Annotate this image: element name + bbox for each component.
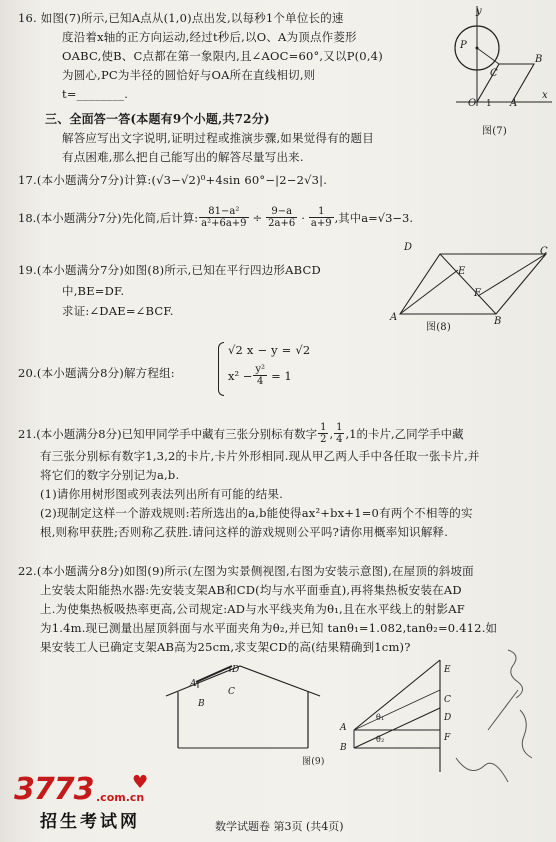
q22-line5: 果安装工人已确定支架AB高为25cm,求支架CD的高(结果精确到1cm)? xyxy=(40,640,411,654)
fig7-label-one: 1 xyxy=(486,99,492,109)
q20-eq1: √2 x − y = √2 xyxy=(228,343,311,357)
fig9-theta1: θ₁ xyxy=(376,713,385,722)
fig9-house-b: B xyxy=(198,699,205,709)
fig8-label-d: D xyxy=(404,242,413,253)
fig9-house-d: D xyxy=(232,665,240,675)
page-footer: 数学试题卷 第3页 (共4页) xyxy=(215,820,344,833)
fig9-schema-a: A xyxy=(340,723,347,733)
fig9-house-a: A xyxy=(190,679,197,689)
fig7-label-x: x xyxy=(542,90,548,101)
q22-line1: 22.(本小题满分8分)如图(9)所示(左图为实景侧视图,右图为安装示意图),在屋顶的斜坡面 xyxy=(18,564,474,578)
fig7-label-a: A xyxy=(510,98,518,109)
q18-suffix: ,其中a=√3−3. xyxy=(334,210,414,225)
q18-fraction-3: $\frac{1}{a+9}$ xyxy=(310,206,332,229)
q21-part2: (2)现制定这样一个游戏规则:若所选出的a,b能使得ax²+bx+1=0有两个不相等的实 xyxy=(40,506,473,520)
fig8-label-c: C xyxy=(540,246,548,257)
q21-line3: 将它们的数字分别记为a,b. xyxy=(40,468,180,482)
fig8-label-e: E xyxy=(458,266,466,277)
heart-icon: ♥ xyxy=(132,772,149,793)
q19-line2: 中,BE=DF. xyxy=(62,284,125,298)
fig9-schema-f: F xyxy=(444,733,451,743)
fig9-schema-e: E xyxy=(444,665,451,675)
q21-fraction-quarter: $\frac{1}{4}$ xyxy=(336,422,343,445)
watermark-brand: 3773 xyxy=(14,772,94,807)
q22-line3: 上.为使集热板吸热率更高,公司规定:AD与水平线夹角为θ₁,且在水平线上的射影AF xyxy=(40,602,465,616)
q22-line4: 为1.4m.现已测量出屋顶斜面与水平面夹角为θ₂,并已知 tanθ₁=1.082,tanθ₂=0.412.如 xyxy=(40,621,498,635)
q19-line1: 19.(本小题满分7分)如图(8)所示,已知在平行四边形ABCD xyxy=(18,263,321,277)
figure-9-house xyxy=(160,660,330,750)
q20-prefix: 20.(本小题满分8分)解方程组: xyxy=(18,366,175,380)
fig8-label-a: A xyxy=(390,312,398,323)
q19-line3: 求证:∠DAE=∠BCF. xyxy=(62,304,174,318)
q18-fraction-2: $\frac{9-a}{2a+6}$ xyxy=(268,206,296,229)
fig9-schema-d: D xyxy=(444,713,452,723)
fig7-label-y: y xyxy=(476,6,482,17)
fig9-house-c: C xyxy=(228,687,236,697)
fig7-label-c: C xyxy=(490,68,498,79)
fig9-schema-c: C xyxy=(444,695,452,705)
q20-brace xyxy=(218,342,224,396)
handwritten-scribble xyxy=(448,640,548,800)
fig7-label-b: B xyxy=(535,54,543,65)
section3-title: 三、全面答一答(本题有9个小题,共72分) xyxy=(45,112,270,126)
q21-part1: (1)请你用树形图或列表法列出所有可能的结果. xyxy=(40,487,284,501)
q21-line1: 21.(本小题满分8分)已知甲同学手中藏有三张分别标有数字 $\frac{1}{2}$ , $\frac{1}{4}$ ,1的卡片,乙同学手中藏 xyxy=(18,422,464,445)
q17-text: 17.(本小题满分7分)计算:(√3−√2)⁰+4sin 60°−|2−2√3|. xyxy=(18,173,328,187)
section3-instr1: 解答应写出文字说明,证明过程或推演步骤,如果觉得有的题目 xyxy=(62,131,374,145)
fig9-schema-b: B xyxy=(340,743,347,753)
fig8-caption: 图(8) xyxy=(426,322,451,333)
q21-part2-cont: 根,则称甲获胜;否则称乙获胜.请问这样的游戏规则公平吗?请你用概率知识解释. xyxy=(40,525,449,539)
q20-eq2: x² − $\frac{\text{y²}}{4}$ = 1 xyxy=(228,364,292,387)
q18-times: · xyxy=(301,210,305,225)
q16-line3: OABC,使B、C点都在第一象限内,且∠AOC=60°,又以P(0,4) xyxy=(62,49,383,63)
q21-fraction-half: $\frac{1}{2}$ xyxy=(320,422,327,445)
q16-line5: t=________. xyxy=(62,87,129,101)
q18-divide: ÷ xyxy=(252,210,263,225)
q16-line2: 度沿着x轴的正方向运动,经过t秒后,以O、A为顶点作菱形 xyxy=(62,30,357,44)
q16-line1: 16. 如图(7)所示,已知A点从(1,0)点出发,以每秒1个单位长的速 xyxy=(18,11,344,25)
watermark-domain: .com.cn xyxy=(96,791,145,804)
q18-line xyxy=(18,206,413,229)
q16-line4: 为圆心,PC为半径的圆恰好与OA所在直线相切,则 xyxy=(62,68,316,82)
fig8-label-b: B xyxy=(494,316,502,327)
q21-line2: 有三张分别标有数字1,3,2的卡片,卡片外形相同.现从甲乙两人手中各任取一张卡片,并 xyxy=(40,449,480,463)
fig8-label-f: F xyxy=(474,288,482,299)
q22-line2: 上安装太阳能热水器:先安装支架AB和CD(均与水平面垂直),再将集热板安装在AD xyxy=(40,583,462,597)
fig9-theta2: θ₂ xyxy=(376,735,385,744)
fig9-caption: 图(9) xyxy=(302,757,325,767)
watermark-slogan: 招生考试网 xyxy=(40,812,140,832)
fig7-label-o: O xyxy=(468,98,477,109)
figure-9-schematic xyxy=(348,652,458,782)
fig7-label-p: P xyxy=(460,40,467,51)
q18-prefix: 18.(本小题满分7分)先化简,后计算: xyxy=(18,210,199,225)
q18-fraction-1: $\frac{\text{81−a²}}{\text{a²+6a+9}}$ xyxy=(201,206,247,229)
section3-instr2: 有点困难,那么把自己能写出的解答尽量写出来. xyxy=(62,150,304,164)
fig7-caption: 图(7) xyxy=(482,126,507,137)
